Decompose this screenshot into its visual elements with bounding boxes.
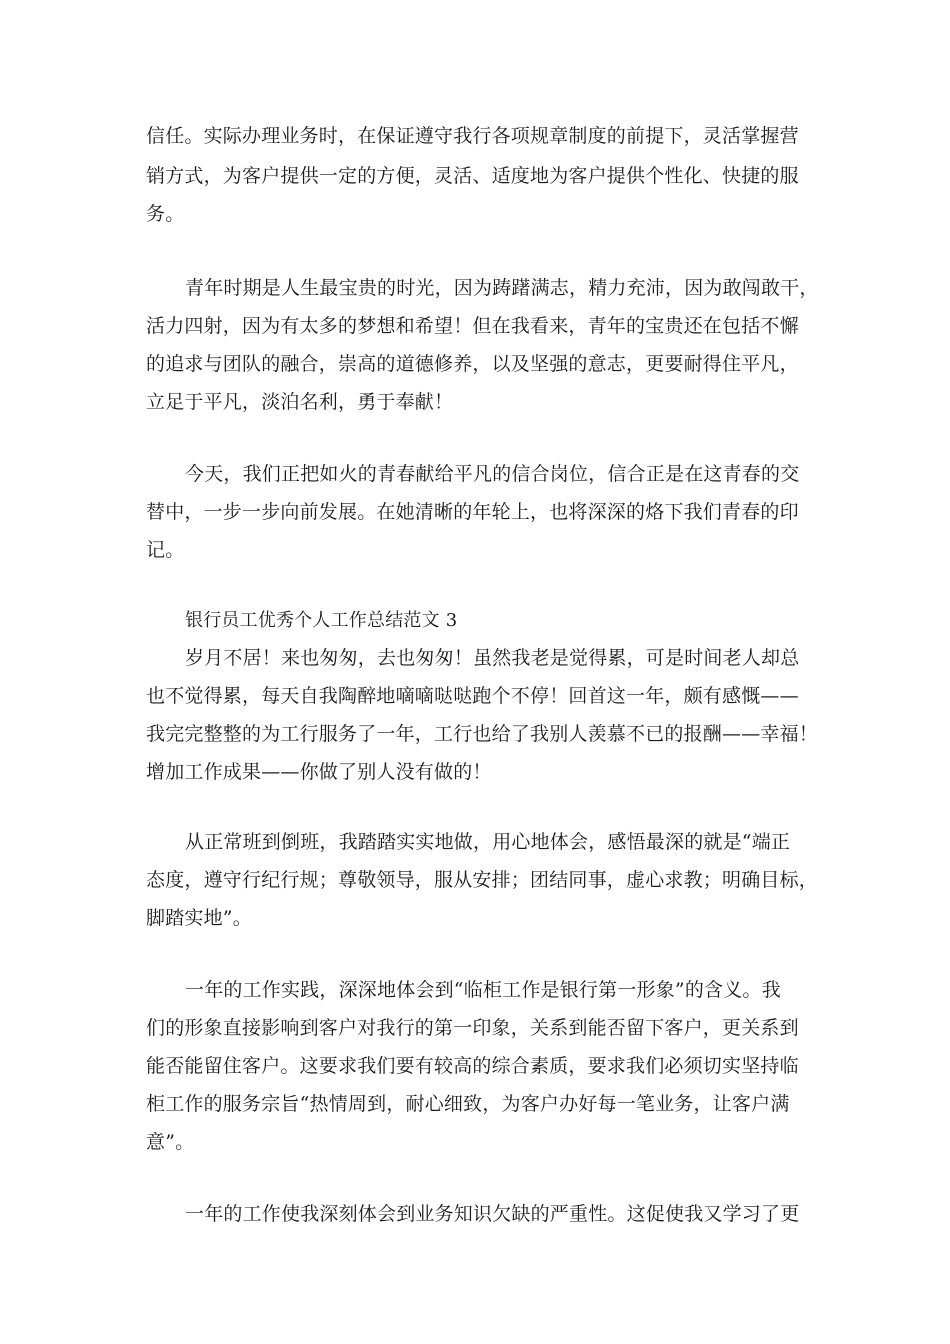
- paragraph-line: 一年的工作实践，深深地体会到“临柜工作是银行第一形象”的含义。我: [185, 979, 781, 1001]
- paragraph-line: 务。: [146, 203, 185, 225]
- paragraph-line: 脚踏实地”。: [146, 907, 252, 929]
- paragraph-line: 能否能留住客户。这要求我们要有较高的综合素质，要求我们必须切实坚持临: [146, 1055, 799, 1077]
- paragraph-line: 们的形象直接影响到客户对我行的第一印象，关系到能否留下客户，更关系到: [146, 1017, 799, 1039]
- paragraph-line: 增加工作成果——你做了别人没有做的！: [146, 761, 492, 783]
- paragraph-line: 记。: [146, 539, 185, 561]
- section-title: 银行员工优秀个人工作总结范文 3: [185, 610, 458, 631]
- paragraph-line: 的追求与团队的融合，崇高的道德修养，以及坚强的意志，更要耐得住平凡，: [146, 353, 799, 375]
- paragraph-line: 一年的工作使我深刻体会到业务知识欠缺的严重性。这促使我又学习了更: [185, 1203, 800, 1225]
- paragraph-line: 态度，遵守行纪行规；尊敬领导，服从安排；团结同事，虚心求教；明确目标，: [146, 869, 819, 891]
- paragraph-line: 信任。实际办理业务时，在保证遵守我行各项规章制度的前提下，灵活掌握营: [146, 125, 799, 147]
- paragraph-line: 柜工作的服务宗旨“热情周到，耐心细致，为客户办好每一笔业务，让客户满: [146, 1093, 790, 1115]
- paragraph-line: 立足于平凡，淡泊名利，勇于奉献！: [146, 391, 454, 413]
- paragraph-line: 岁月不居！来也匆匆，去也匆匆！虽然我老是觉得累，可是时间老人却总: [185, 647, 800, 669]
- paragraph-line: 意”。: [146, 1131, 195, 1153]
- paragraph-line: 销方式，为客户提供一定的方便，灵活、适度地为客户提供个性化、快捷的服: [146, 165, 799, 187]
- paragraph-line: 青年时期是人生最宝贵的时光，因为踌躇满志，精力充沛，因为敢闯敢干，: [185, 277, 819, 299]
- paragraph-line: 也不觉得累，每天自我陶醉地嘀嘀哒哒跑个不停！回首这一年，颇有感慨——: [146, 685, 799, 707]
- paragraph-line: 今天，我们正把如火的青春献给平凡的信合岗位，信合正是在这青春的交: [185, 463, 800, 485]
- paragraph-line: 从正常班到倒班，我踏踏实实地做，用心地体会，感悟最深的就是“端正: [185, 831, 791, 853]
- paragraph-line: 我完完整整的为工行服务了一年，工行也给了我别人羡慕不已的报酬——幸福！: [146, 723, 819, 745]
- paragraph-line: 替中，一步一步向前发展。在她清晰的年轮上，也将深深的烙下我们青春的印: [146, 501, 799, 523]
- paragraph-line: 活力四射，因为有太多的梦想和希望！但在我看来，青年的宝贵还在包括不懈: [146, 315, 799, 337]
